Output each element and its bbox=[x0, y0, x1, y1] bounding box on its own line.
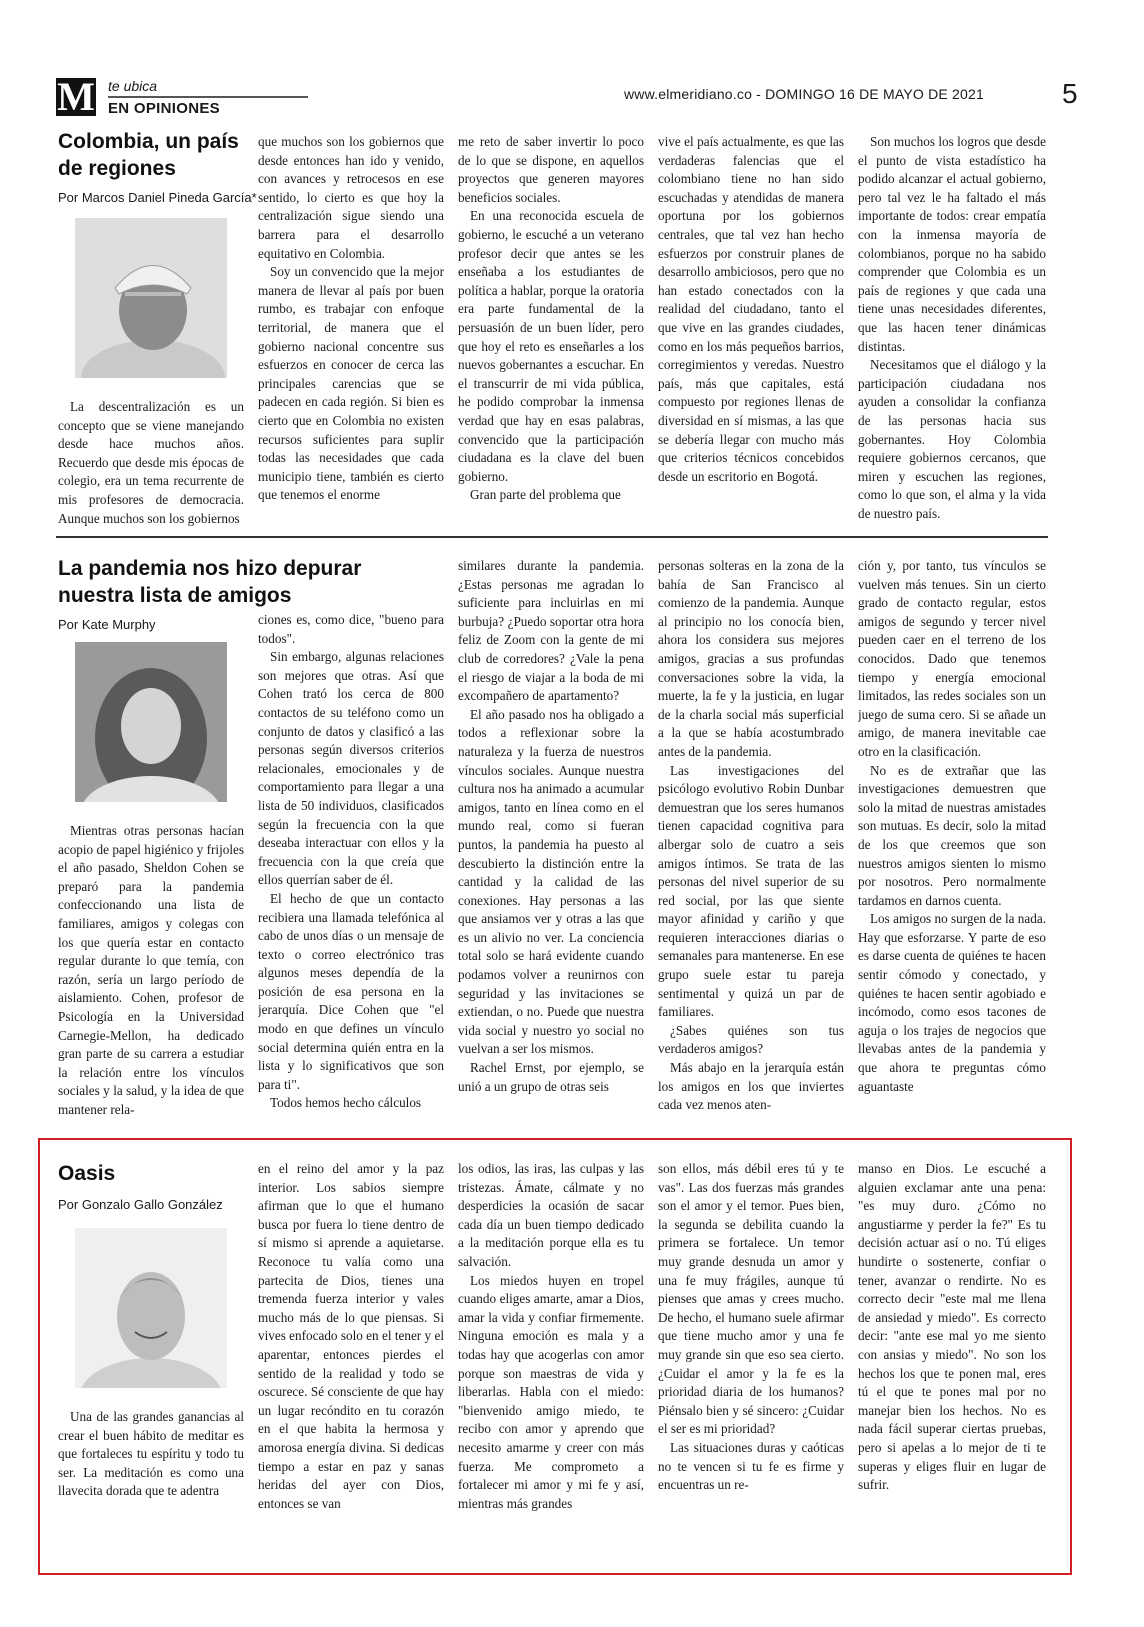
section-rule bbox=[108, 96, 308, 98]
article1-column-5: Son muchos los logros que desde el punto de vista estadístico ha podido alcanzar el actual gobierno, pero tal vez le ha faltado el más importante de todos: crear empatía con la inmensa mayoría de colombianos, porque no ha sabido comprender que Colombia es un país de regiones y que cada una tiene unas necesidades diferentes, que las hacen tener dinámicas distintas. Necesitamos que el diálogo y la participación ciudadana nos ayuden a consolidar la confianza de las personas hacia sus gobernantes. Hoy Colombia requiere gobiernos cercanos, que miren y escuchen las regiones, como lo que son, el alma y la vida de nuestro país. bbox=[858, 134, 1046, 521]
article3-header bbox=[58, 1160, 258, 1212]
article3-title: Oasis bbox=[58, 1162, 116, 1185]
article1-column-2: que muchos son los gobiernos que desde entonces han ido y venido, con avances y retrocesos en ese sentido, lo cierto es que hoy la centralización sigue siendo una barrera para el desarrollo equitativo en Colombia. Soy un convencido que la mejor manera de llevar al país por buen rumbo, es trabajar con enfoque territorial, de manera que el gobierno nacional concentre sus esfuerzos en conocer de cerca las principales carencias que se padecen en cada región. Si bien es cierto que en Colombia no existen recursos suficientes para suplir todas las necesidades que cada municipio tiene, también es cierto que tenemos el enorme bbox=[258, 134, 444, 503]
article2-column-5: ción y, por tanto, tus vínculos se vuelven más tenues. Sin un cierto grado de contacto regular, estos amigos de segundo y tercer nivel pueden caer en el terreno de los conocidos. Dado que tenemos tiempo y energía emocional limitados, las redes sociales son un juego de suma cero. Si se añade un amigo, de manera inevitable cae otro en la clasificación. No es de extrañar que las investigaciones demuestren que solo la mitad de nuestras amistades son mutuas. Es decir, solo la mitad de los que creemos que son nuestros amigos sienten lo mismo por nosotros. Pero normalmente tardamos en darnos cuenta. Los amigos no surgen de la nada. Hay que esforzarse. Y parte de eso es darse cuenta de quiénes te hacen sentir cómodo y conectado, y quiénes te hacen sentir agobiado e incómodo, como esos tacones de aguja o los trajes de negocios que llevabas antes de la pandemia y que ahora te preguntas cómo aguantaste bbox=[858, 558, 1046, 1094]
woman-photo-icon bbox=[75, 642, 227, 802]
article3-byline: Por Gonzalo Gallo González bbox=[58, 1197, 223, 1212]
article1-column-1: La descentralización es un concepto que se viene manejando desde hace muchos años. Recuerdo que desde mis épocas de colegio, era un tema recurrente de mis profesores de democracia. Aunque muchos son los gobiernos bbox=[58, 399, 244, 526]
article3-column-3: los odios, las iras, las culpas y las tristezas. Ámate, cálmate y no desperdicies la ocasión de sacar cada día un buen tiempo dedicado a la meditación porque ella es tu salvación. Los miedos huyen en tropel cuando eliges amarte, amar a Dios, amar la vida y confiar firmemente. Ninguna emoción es mala y a todas hay que acogerlas con amor porque son maestras de vida y liberarlas. Habla con el miedo: "bienvenido amigo miedo, te recibo con amor y aprendo que necesito amarme y creer con más fuerza. Me comprometo a fortalecer mi amor y mi fe y así, mientras más grandes bbox=[458, 1161, 644, 1511]
article2-column-3: similares durante la pandemia. ¿Estas personas me agradan lo suficiente para incluirlas en mi burbuja? ¿Puedo soportar otra hora feliz de Zoom con la gente de mi club de corredores? ¿Vale la pena el riesgo de viajar a la boda de mi excompañero de apartamento? El año pasado nos ha obligado a todos a reflexionar sobre la naturaleza y la fuerza de nuestros vínculos sociales. Aunque nuestra cultura nos ha animado a acumular amigos, tanto en línea como en el mundo real, como si fueran puntos, la pandemia ha puesto al descubierto la distinción entre la cantidad y la calidad de las conexiones. Hay personas a las que ansiamos ver y otras a las que es un alivio no ver. La conciencia total solo se hará evidente cuando podamos volver a reunirnos con seguridad y las invitaciones se extiendan, o no. Puede que nuestra vida social y nuestro yo social no vuelvan a ser los mismos. Rachel Ernst, por ejemplo, se unió a un grupo de otras seis bbox=[458, 558, 644, 1094]
article1-column-4: vive el país actualmente, es que las verdaderas falencias que el colombiano tiene no han sido escuchadas y atendidas de manera oportuna por los gobiernos centrales, que tal vez han hecho esfuerzos por construir planes de desarrollo ambiciosos, pero que no han estado conectados con la realidad del ciudadano, tanto el que vive en las grandes ciudades, como en los más pequeños barrios, corregimientos y veredas. Nuestro país, más que capitales, está compuesto por regiones llenas de diversidad en sí mismas, a las que se debería llegar con mucho más que criterios técnicos concebidos desde un escritorio en Bogotá. bbox=[658, 134, 844, 484]
article3-column-1: Una de las grandes ganancias al crear el buen hábito de meditar es que fortaleces tu espíritu y todo tu ser. La meditación es como una llavecita dorada que te adentra bbox=[58, 1409, 244, 1499]
article3-column-2: en el reino del amor y la paz interior. Los sabios siempre afirman que lo que el humano busca por fuera lo tiene dentro de sí mismo si aprende a aquietarse. Reconoce tu valía como una partecita de Dios, tienes una tremenda fuerza interior y vales mucho más de lo que piensas. Si vives enfocado solo en el tener y el aparentar, entonces pierdes el sentido de la realidad y todo se oscurece. Sé consciente de que hay un lugar recóndito en tu corazón en el que habita la hermosa y amorosa energía divina. Si dedicas tiempo a estar en paz y sanas heridas del ayer con Dios, entonces se van bbox=[258, 1161, 444, 1511]
article2-column-4: personas solteras en la zona de la bahía de San Francisco al comienzo de la pandemia. Aunque al principio no los conocía bien, ahora los considera sus mejores amigos, gracias a sus profundas conversaciones sobre la vida, la muerte, la fe y la justicia, en lugar de la charla social más superficial a la que se había acostumbrado antes de la pandemia. Las investigaciones del psicólogo evolutivo Robin Dunbar demuestran que los seres humanos tienen capacidad cognitiva para albergar solo de cuatro a seis amigos íntimos. Se trata de las personas del nivel superior de su red social, por las que siente mayor afinidad y cariño y que requieren interacciones diarias o semanales para mantenerse. En ese grupo suele estar tu pareja sentimental y quizá un par de familiares. ¿Sabes quiénes son tus verdaderos amigos? Más abajo en la jerarquía están los amigos en los que inviertes cada vez menos aten- bbox=[658, 558, 844, 1113]
page-number: 5 bbox=[1062, 78, 1078, 109]
man-cap-photo-icon bbox=[75, 218, 227, 378]
article1-author-photo bbox=[75, 218, 227, 378]
article2-title: La pandemia nos hizo depurar nuestra lista de amigos bbox=[58, 557, 362, 607]
logo: M bbox=[57, 74, 95, 119]
article1-header bbox=[58, 128, 258, 205]
article3-column-5: manso en Dios. Le escuché a alguien exclamar ante una pena: "es muy duro. ¿Cómo no angustiarme y perder la fe?" Es tu decisión actuar así o no. Tú eliges hundirte o sostenerte, confiar o tener, avanzar o rendirte. No es correcto decir "este mal me llena de ansiedad y miedo". Es correcto decir: "ante ese mal yo me siento con ansias y miedo". No son los hechos los que te ponen mal, eres tú el que te pones mal por no manejar bien los hechos. No es nada fácil superar ciertas pruebas, pero si apelas a lo mejor de ti te superas y eliges fluir en lugar de sufrir. bbox=[858, 1161, 1046, 1493]
article2-column-2: ciones es, como dice, "bueno para todos". Sin embargo, algunas relaciones son mejores que otras. Así que Cohen trató los cerca de 800 contactos de su teléfono como un conjunto de datos y clasificó a las personas según diversos criterios relacionales, emocionales y de comportamiento para llegar a una lista de 50 individuos, clasificados según la frecuencia con la que deseaba interactuar con ellos y la frecuencia con la que creía que ellos querrían saber de él. El hecho de que un contacto recibiera una llamada telefónica al cabo de unos días o un mensaje de texto o correo electrónico tras algunos meses dependía de la posición de esa persona en la jerarquía. Dice Cohen que "el modo en que defines un vínculo social determina quién entra en la lista y lo significativos que son para ti". Todos hemos hecho cálculos bbox=[258, 612, 444, 1111]
article2-byline: Por Kate Murphy bbox=[58, 617, 156, 632]
article1-byline: Por Marcos Daniel Pineda García* bbox=[58, 190, 257, 205]
article2-column-1: Mientras otras personas hacían acopio de papel higiénico y frijoles el año pasado, Sheldon Cohen se preparó para la pandemia confeccionando una lista de familiares, amigos y colegas con los que quería estar en contacto regular durante lo que temía, con razón, sería un largo período de aislamiento. Cohen, profesor de Psicología en la Universidad Carnegie-Mellon, ha dedicado gran parte de su carrera a estudiar la relación entre los vínculos sociales y la salud, y la idea de que mantener rela- bbox=[58, 823, 244, 1117]
section-name: EN OPINIONES bbox=[108, 100, 220, 117]
article3-column-4: son ellos, más débil eres tú y te vas". Las dos fuerzas más grandes son el amor y el temor. Pues bien, la segunda se debilita cuando la primera se fortalece. Un temor muy grande desnuda un amor y una fe muy frágiles, aunque tú pienses que amas y crees mucho. De hecho, el humano suele afirmar que tiene mucho amor y una fe muy grande sin que eso sea cierto. ¿Cuidar el amor y la fe es la prioridad diaria de los humanos? Piénsalo bien y sé sincero: ¿Cuidar el ser es mi prioridad? Las situaciones duras y caóticas no te vencen si tu fe es firme y encuentras un re- bbox=[658, 1161, 844, 1493]
article1-title: Colombia, un país de regiones bbox=[58, 130, 239, 180]
article3-author-photo bbox=[75, 1228, 227, 1388]
article1-column-3: me reto de saber invertir lo poco de lo que se dispone, en aquellos proyectos que generen mayores beneficios sociales. En una reconocida escuela de gobierno, le escuché a un veterano profesor decir que antes se les enseñaba a los estudiantes de política a hablar, porque la oratoria era parte fundamental de la persuasión de un buen líder, pero que hoy el reto es enseñarles a los nuevos gobernantes a escuchar. En el transcurrir de mi vida pública, he podido comprobar la inmensa verdad que hay en esas palabras, convencido que la participación ciudadana es la clave del buen gobierno. Gran parte del problema que bbox=[458, 134, 644, 503]
masthead: www.elmeridiano.co - DOMINGO 16 DE MAYO DE 2021 bbox=[623, 86, 984, 102]
article2-author-photo bbox=[75, 642, 227, 802]
section-kicker: te ubica bbox=[108, 78, 158, 94]
article-separator bbox=[56, 536, 1048, 538]
man-smiling-photo-icon bbox=[75, 1228, 227, 1388]
